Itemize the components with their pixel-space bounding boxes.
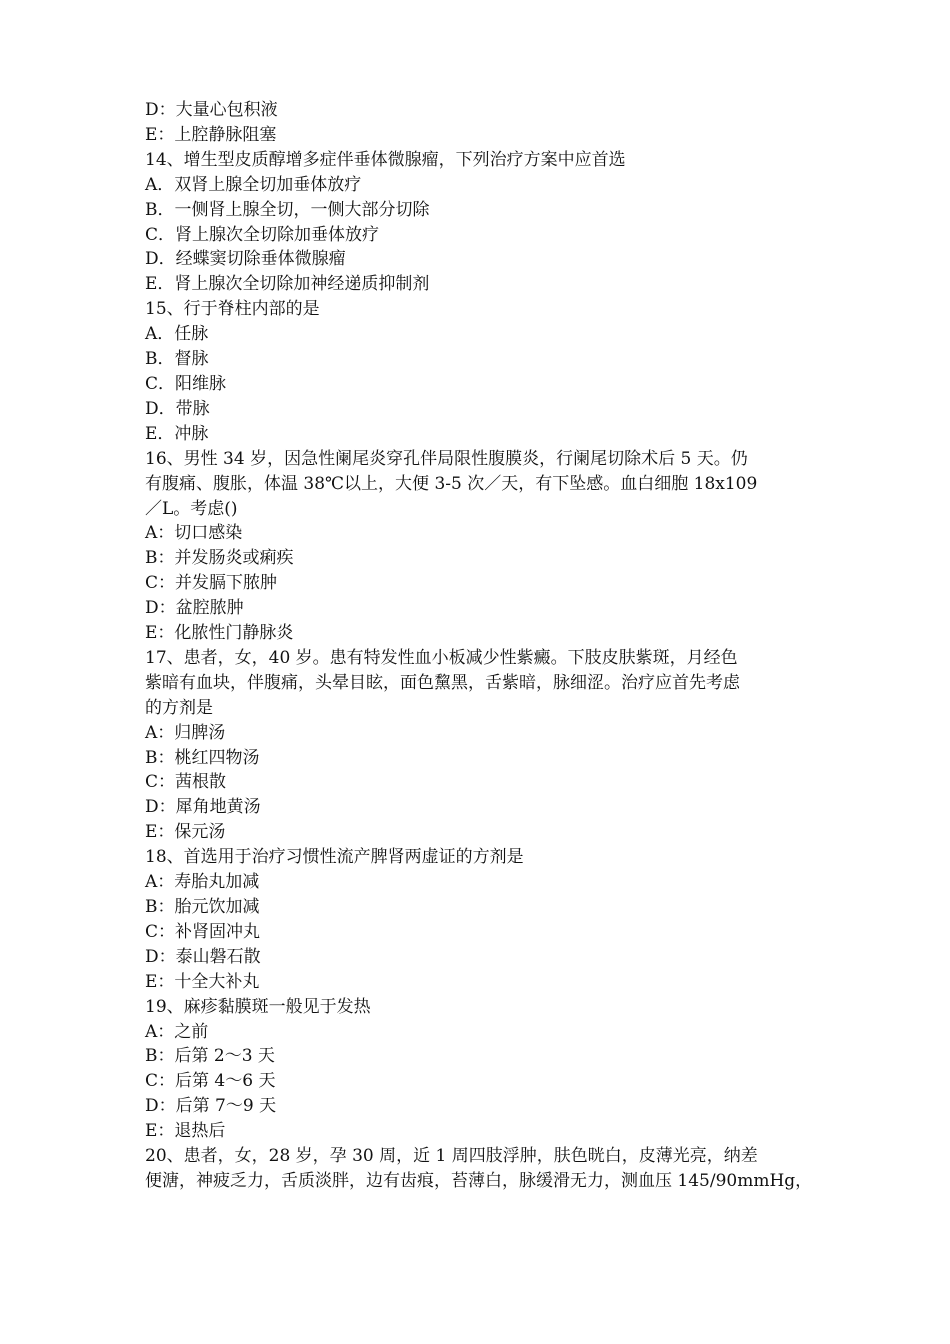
- question-text-line: 的方剂是: [145, 697, 213, 718]
- question-text-line: 19、麻疹黏膜斑一般见于发热: [145, 996, 371, 1017]
- answer-option: B．一侧肾上腺全切，一侧大部分切除: [145, 199, 430, 220]
- question-text-line: 17、患者，女，40 岁。患有特发性血小板减少性紫癜。下肢皮肤紫斑，月经色: [145, 647, 738, 668]
- question-text-line: ／L。考虑(): [145, 498, 238, 519]
- question-text-line: 14、增生型皮质醇增多症伴垂体微腺瘤，下列治疗方案中应首选: [145, 149, 626, 170]
- answer-option: A．双肾上腺全切加垂体放疗: [145, 174, 362, 195]
- answer-option: C：并发膈下脓肿: [145, 573, 278, 594]
- answer-option: E：上腔静脉阻塞: [145, 124, 277, 145]
- answer-option: B：并发肠炎或痢疾: [145, 548, 294, 569]
- answer-option: C．阳维脉: [145, 373, 227, 394]
- answer-option: C：补肾固冲丸: [145, 921, 261, 942]
- answer-option: A：切口感染: [145, 523, 243, 544]
- answer-option: D：盆腔脓肿: [145, 598, 244, 619]
- answer-option: E．肾上腺次全切除加神经递质抑制剂: [145, 274, 430, 295]
- answer-option: E：十全大补丸: [145, 971, 260, 992]
- answer-option: D：大量心包积液: [145, 100, 278, 120]
- answer-option: A：归脾汤: [145, 722, 226, 743]
- answer-option: C：茜根散: [145, 772, 227, 793]
- answer-option: E：退热后: [145, 1121, 226, 1142]
- answer-option: A．任脉: [145, 324, 209, 345]
- answer-option: D：后第 7～9 天: [145, 1096, 277, 1117]
- answer-option: D：泰山磐石散: [145, 946, 261, 967]
- question-text-line: 18、首选用于治疗习惯性流产脾肾两虚证的方剂是: [145, 847, 524, 868]
- question-text-line: 有腹痛、腹胀，体温 38℃以上，大便 3-5 次／天，有下坠感。血白细胞 18x109: [145, 473, 758, 494]
- exam-text-body: [145, 98, 815, 1194]
- answer-option: D：犀角地黄汤: [145, 797, 261, 818]
- question-text-line: 16、男性 34 岁，因急性阑尾炎穿孔伴局限性腹膜炎，行阑尾切除术后 5 天。仍: [145, 448, 748, 469]
- answer-option: B：桃红四物汤: [145, 747, 260, 768]
- answer-option: B．督脉: [145, 349, 209, 370]
- answer-option: E：保元汤: [145, 822, 226, 843]
- answer-option: D．经蝶窦切除垂体微腺瘤: [145, 249, 346, 270]
- answer-option: E．冲脉: [145, 423, 209, 444]
- question-text-line: 15、行于脊柱内部的是: [145, 299, 320, 320]
- answer-option: B：后第 2～3 天: [145, 1046, 275, 1067]
- answer-option: C：后第 4～6 天: [145, 1071, 276, 1092]
- question-text-line: 紫暗有血块，伴腹痛，头晕目眩，面色黧黑，舌紫暗，脉细涩。治疗应首先考虑: [145, 672, 740, 693]
- answer-option: E：化脓性门静脉炎: [145, 623, 294, 644]
- answer-option: A：寿胎丸加减: [145, 872, 260, 893]
- question-text-line: 20、患者，女，28 岁，孕 30 周，近 1 周四肢浮肿，肤色晄白，皮薄光亮，纳差: [145, 1146, 758, 1167]
- answer-option: B：胎元饮加减: [145, 897, 260, 917]
- question-text-line: 便溏，神疲乏力，舌质淡胖，边有齿痕，苔薄白，脉缓滑无力，测血压 145/90mmHg，: [145, 1170, 813, 1191]
- answer-option: D．带脉: [145, 398, 210, 419]
- answer-option: C．肾上腺次全切除加垂体放疗: [145, 224, 380, 245]
- answer-option: A：之前: [145, 1021, 209, 1042]
